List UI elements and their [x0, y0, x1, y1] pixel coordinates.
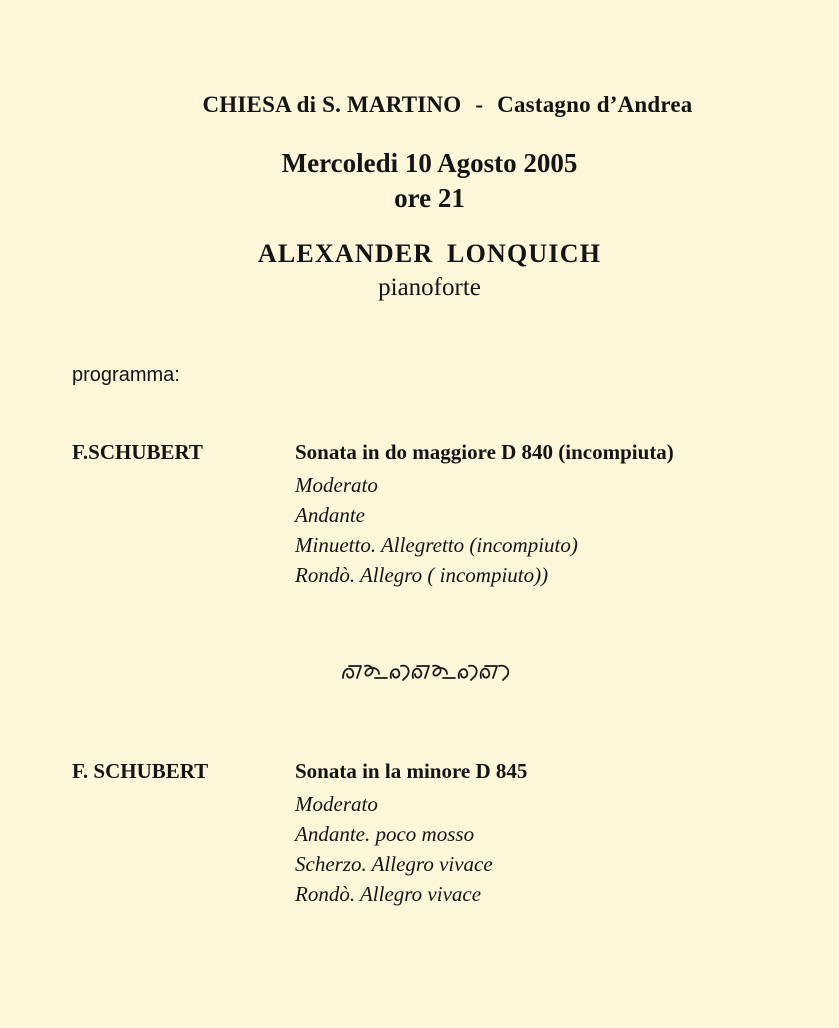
performer-instrument: pianoforte — [378, 274, 481, 301]
piece-composer: F.SCHUBERT — [72, 440, 203, 464]
movement-item: Minuetto. Allegretto (incompiuto) — [295, 533, 578, 557]
concert-time: ore 21 — [394, 183, 465, 213]
piece-title: Sonata in do maggiore D 840 (incompiuta) — [295, 440, 674, 464]
venue-church: CHIESA di S. MARTINO — [202, 92, 462, 117]
movement-list — [295, 789, 493, 909]
concert-date: Mercoledi 10 Agosto 2005 — [281, 148, 578, 178]
movement-item: Scherzo. Allegro vivace — [295, 852, 493, 876]
movement-item: Rondò. Allegro vivace — [295, 882, 482, 906]
movement-item: Rondò. Allegro ( incompiuto)) — [295, 563, 549, 587]
program-label: programma: — [72, 364, 180, 386]
piece-composer: F. SCHUBERT — [72, 759, 209, 783]
flourish-divider-icon — [341, 660, 513, 684]
movement-item: Moderato — [295, 473, 378, 497]
venue-line — [0, 92, 839, 118]
performer-name: ALEXANDER LONQUICH — [257, 239, 602, 268]
venue-separator: - — [475, 92, 484, 117]
venue-place: Castagno d’Andrea — [497, 92, 693, 117]
movement-item: Moderato — [295, 792, 378, 816]
piece-title: Sonata in la minore D 845 — [295, 759, 528, 783]
movement-item: Andante. poco mosso — [295, 822, 475, 846]
movement-list — [295, 470, 578, 590]
movement-item: Andante — [295, 503, 365, 527]
